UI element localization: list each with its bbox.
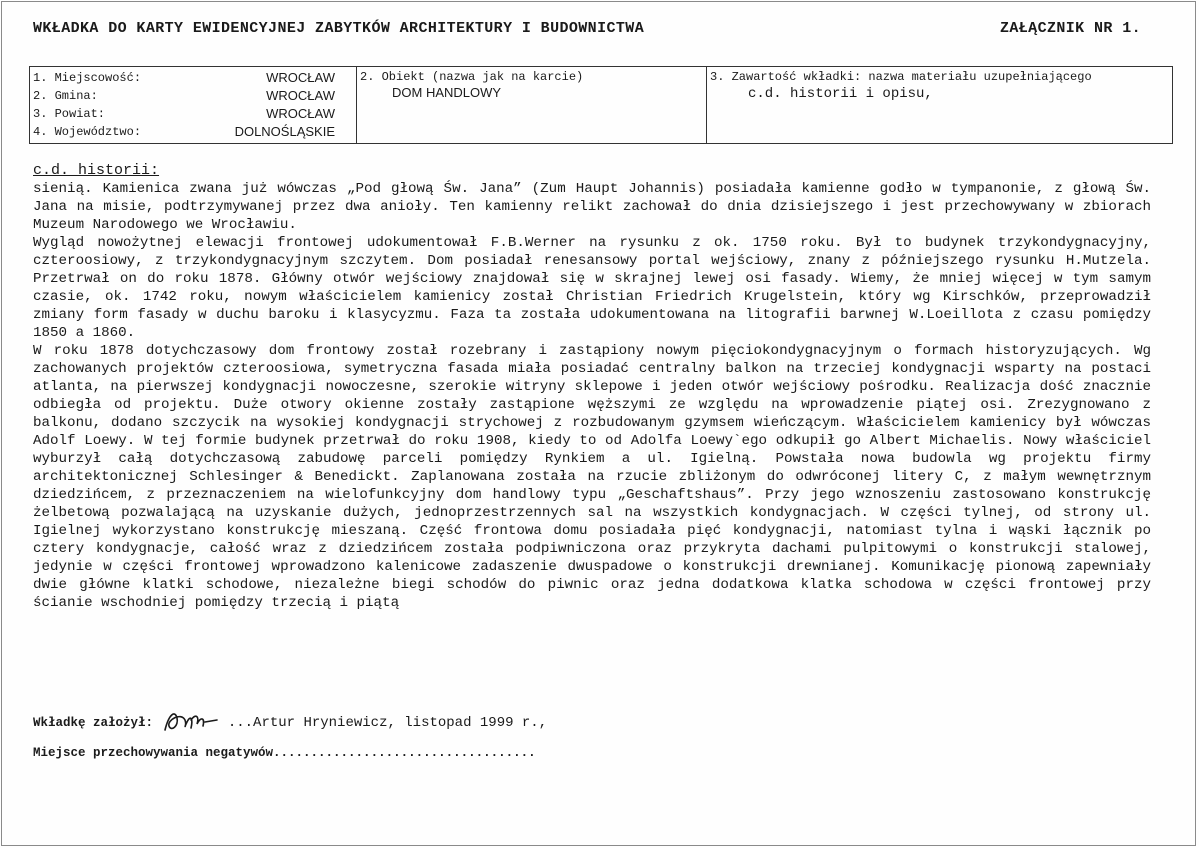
location-label: 4. Województwo:: [33, 125, 142, 139]
attachment-number: ZAŁĄCZNIK NR 1.: [999, 20, 1141, 37]
content-cell: [707, 67, 1173, 144]
signature-icon: [161, 708, 219, 734]
negatives-dots: ...................................: [273, 746, 536, 760]
location-row: [33, 87, 353, 105]
location-label: 1. Miejscowość:: [33, 71, 142, 85]
negatives-label: Miejsce przechowywania negatywów: [33, 746, 274, 760]
location-row: [33, 123, 353, 141]
location-row: [33, 105, 353, 123]
object-label: 2. Obiekt (nazwa jak na karcie): [360, 70, 584, 84]
section-title: c.d. historii:: [33, 162, 160, 179]
author-label: Wkładkę założył:: [33, 716, 154, 730]
location-value: WROCŁAW: [266, 106, 335, 121]
location-value: WROCŁAW: [266, 70, 335, 85]
content-value: c.d. historii i opisu,: [748, 86, 933, 102]
content-label: 3. Zawartość wkładki: nazwa materiału uzupełniającego: [710, 70, 1092, 84]
history-paragraph: W roku 1878 dotychczasowy dom frontowy został rozebrany i zastąpiony nowym pięciokondygnacyjnym o formach historyzujących. Wg zachowanych projektów czteroosiowa, symetryczna fasada miała posiadać centralny balkon na trzeciej kondygnacji wsparty na postaci atlanta, na pierwszej kondygnacji nowoczesne, szerokie witryny sklepowe i jeden otwór wejściowy pośrodku. Realizacja dość znacznie odbiegła od projektu. Duże otwory okienne zostały zastąpione węższymi ze względu na wprowadzenie piątej osi. Zrezygnowano z balkonu, dodano szczycik na wysokiej kondygnacji strychowej z rozbudowanym gzymsem wieńczącym. Właścicielem kamienicy był wówczas Adolf Loewy. W tej formie budynek przetrwał do roku 1908, kiedy to od Adolfa Loewy`ego odkupił go Albert Michaelis. Nowy właściciel wyburzył całą dotychczasową zabudowę parceli pomiędzy Rynkiem a ul. Igielną. Powstała nowa budowla wg projektu firmy architektonicznej Schlesinger & Benedickt. Zaplanowana została na rzucie zbliżonym do odwróconej litery C, z małym wewnętrznym dziedzińcem, z przeznaczeniem na wielofunkcyjny dom handlowy typu „Geschaftshaus”. Przy jego wznoszeniu zastosowano konstrukcję żelbetową pozwalającą na uzyskanie dużych, jednoprzestrzennych sal na wszystkich kondygnacjach. W części tylnej, od strony ul. Igielnej wykorzystano konstrukcję mieszaną. Część frontowa domu posiadała pięć kondygnacji, natomiast tylna i wąski łącznik po cztery kondygnacje, całość wraz z dziedzińcem została podpiwniczona oraz przykryta dachami pulpitowymi o konstrukcji stalowej, jedynie w części frontowej wprowadzono kalenicowe zadaszenie dwuspadowe o konstrukcji drewnianej. Komunikację pionową zapewniały dwie główne klatki schodowe, niezależne biegi schodów do piwnic oraz jedna dodatkowa klatka schodowa w części frontowej przy ścianie wschodniej pomiędzy trzecią i piątą: [33, 343, 1151, 611]
location-label: 3. Powiat:: [33, 107, 106, 121]
history-paragraph: sienią. Kamienica zwana już wówczas „Pod głową Św. Jana” (Zum Haupt Johannis) posiadała kamienne godło w tympanonie, z głową Św. Jana na misie, podtrzymywanej przez dwa anioły. Ten kamienny relikt zachował do dnia dzisiejszego i jest przechowywany w zbiorach Muzeum Narodowego we Wrocławiu.: [33, 181, 1151, 233]
object-value: DOM HANDLOWY: [392, 85, 502, 100]
author-line: [33, 708, 547, 734]
author-value: ...Artur Hryniewicz, listopad 1999 r.,: [227, 715, 548, 731]
negatives-line: [33, 746, 536, 760]
info-table: [29, 66, 1173, 144]
location-row: [33, 69, 353, 87]
location-value: WROCŁAW: [266, 88, 335, 103]
history-paragraph: Wygląd nowożytnej elewacji frontowej udokumentował F.B.Werner na rysunku z ok. 1750 roku. Był to budynek trzykondygnacyjny, czteroosiowy, z trzykondygnacyjnym szczytem. Dom posiadał renesansowy portal wejściowy, znany z późniejszego rysunku H.Mutzela. Przetrwał on do roku 1878. Główny otwór wejściowy znajdował się w skrajnej lewej osi fasady. Wiemy, że mniej więcej w tym samym czasie, ok. 1742 roku, nowym właścicielem kamienicy został Christian Friedrich Krugelstein, który wg Kirschków, przeprowadził zmiany form fasady w duchu baroku i klasycyzmu. Faza ta została udokumentowana na litografii barwnej W.Loeillota z czasu pomiędzy 1850 a 1860.: [33, 235, 1151, 341]
location-cell: [30, 67, 357, 144]
object-cell: [357, 67, 707, 144]
history-section: [33, 162, 1151, 612]
location-label: 2. Gmina:: [33, 89, 98, 103]
location-value: DOLNOŚLĄSKIE: [234, 124, 335, 139]
card-title: WKŁADKA DO KARTY EWIDENCYJNEJ ZABYTKÓW ARCHITEKTURY I BUDOWNICTWA: [33, 20, 645, 37]
